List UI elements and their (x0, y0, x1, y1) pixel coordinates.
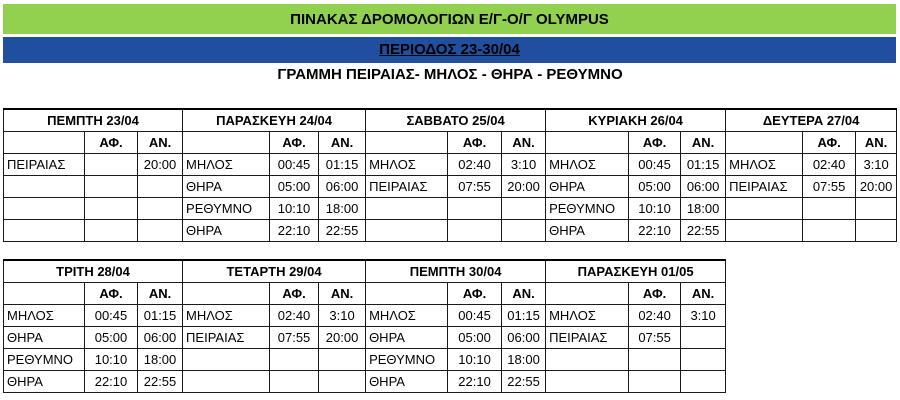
port-cell: ΜΗΛΟΣ (183, 154, 270, 176)
arrival-time-cell: 3:10 (502, 154, 546, 176)
departure-column-header: ΑΦ. (85, 283, 138, 305)
arrival-time-cell: 18:00 (502, 349, 546, 371)
day-header: ΤΡΙΤΗ 28/04 (4, 260, 183, 283)
departure-time-cell: 22:10 (85, 371, 138, 393)
port-cell (4, 198, 85, 220)
departure-column-header: ΑΦ. (803, 132, 856, 154)
table-row (4, 305, 726, 327)
departure-time-cell: 22:10 (448, 371, 502, 393)
port-column-header (726, 132, 803, 154)
arrival-time-cell: 01:15 (138, 305, 183, 327)
table-row (4, 349, 726, 371)
departure-column-header: ΑΦ. (629, 132, 681, 154)
port-cell (726, 220, 803, 242)
day-header-row (4, 260, 726, 283)
departure-time-cell (85, 198, 138, 220)
arrival-time-cell (138, 176, 183, 198)
departure-column-header: ΑΦ. (629, 283, 681, 305)
arrival-time-cell: 22:55 (319, 220, 366, 242)
departure-time-cell: 05:00 (270, 176, 319, 198)
departure-time-cell: 10:10 (270, 198, 319, 220)
port-cell (4, 176, 85, 198)
departure-time-cell: 00:45 (629, 154, 681, 176)
port-cell: ΜΗΛΟΣ (366, 154, 448, 176)
arrival-time-cell: 01:15 (319, 154, 366, 176)
port-cell (183, 349, 270, 371)
port-column-header (4, 132, 85, 154)
period-label: ΠΕΡΙΟΔΟΣ 23-30/04 (379, 41, 520, 58)
port-cell (546, 371, 629, 393)
departure-time-cell (448, 220, 502, 242)
port-column-header (546, 132, 629, 154)
port-cell (366, 220, 448, 242)
arrival-time-cell: 20:00 (138, 154, 183, 176)
arrival-time-cell: 01:15 (681, 154, 726, 176)
port-cell (183, 371, 270, 393)
port-cell: ΜΗΛΟΣ (183, 305, 270, 327)
departure-time-cell: 07:55 (270, 327, 319, 349)
arrival-time-cell: 20:00 (319, 327, 366, 349)
port-cell: ΡΕΘΥΜΝΟ (546, 198, 629, 220)
arrival-time-cell (319, 371, 366, 393)
arrival-time-cell: 18:00 (138, 349, 183, 371)
day-header: ΠΑΡΑΣΚΕΥΗ 01/05 (546, 260, 726, 283)
departure-time-cell: 00:45 (448, 305, 502, 327)
arrival-time-cell: 06:00 (138, 327, 183, 349)
port-cell: ΠΕΙΡΑΙΑΣ (4, 154, 85, 176)
arrival-time-cell: 06:00 (502, 327, 546, 349)
departure-time-cell: 05:00 (448, 327, 502, 349)
port-cell: ΜΗΛΟΣ (546, 305, 629, 327)
departure-column-header: ΑΦ. (270, 283, 319, 305)
arrival-time-cell: 20:00 (502, 176, 546, 198)
arrival-time-cell: 01:15 (502, 305, 546, 327)
arrival-time-cell (502, 220, 546, 242)
day-header: ΠΕΜΠΤΗ 30/04 (366, 260, 546, 283)
port-column-header (546, 283, 629, 305)
arrival-time-cell (138, 198, 183, 220)
port-cell: ΠΕΙΡΑΙΑΣ (183, 327, 270, 349)
route-title: ΓΡΑΜΜΗ ΠΕΙΡΑΙΑΣ- ΜΗΛΟΣ - ΘΗΡΑ - ΡΕΘΥΜΝΟ (277, 66, 623, 83)
column-header-row (4, 283, 726, 305)
arrival-time-cell (502, 198, 546, 220)
column-header-row (4, 132, 897, 154)
day-header: ΔΕΥΤΕΡΑ 27/04 (726, 109, 897, 132)
arrival-time-cell (681, 371, 726, 393)
arrival-time-cell (681, 349, 726, 371)
departure-time-cell: 07:55 (803, 176, 856, 198)
port-column-header (183, 283, 270, 305)
port-cell: ΘΗΡΑ (366, 371, 448, 393)
table-row (4, 176, 897, 198)
table-row (4, 327, 726, 349)
port-cell: ΠΕΙΡΑΙΑΣ (546, 327, 629, 349)
departure-time-cell: 22:10 (629, 220, 681, 242)
arrival-column-header: ΑΝ. (319, 283, 366, 305)
port-cell (726, 198, 803, 220)
departure-column-header: ΑΦ. (270, 132, 319, 154)
port-cell: ΜΗΛΟΣ (546, 154, 629, 176)
arrival-time-cell: 06:00 (319, 176, 366, 198)
table-row (4, 220, 897, 242)
port-cell: ΠΕΙΡΑΙΑΣ (366, 176, 448, 198)
arrival-time-cell: 3:10 (856, 154, 897, 176)
port-cell: ΘΗΡΑ (546, 176, 629, 198)
arrival-time-cell: 18:00 (319, 198, 366, 220)
day-header: ΠΕΜΠΤΗ 23/04 (4, 109, 183, 132)
port-column-header (183, 132, 270, 154)
schedule-table-week1 (3, 108, 897, 242)
departure-time-cell: 00:45 (270, 154, 319, 176)
departure-time-cell (85, 176, 138, 198)
port-column-header (366, 132, 448, 154)
arrival-time-cell (319, 349, 366, 371)
arrival-column-header: ΑΝ. (138, 283, 183, 305)
day-header-row (4, 109, 897, 132)
arrival-time-cell (856, 220, 897, 242)
table-row (4, 154, 897, 176)
departure-time-cell: 07:55 (629, 327, 681, 349)
port-cell: ΡΕΘΥΜΝΟ (366, 349, 448, 371)
arrival-time-cell: 06:00 (681, 176, 726, 198)
departure-time-cell (85, 220, 138, 242)
port-cell (366, 198, 448, 220)
port-cell: ΜΗΛΟΣ (4, 305, 85, 327)
port-cell: ΘΗΡΑ (183, 220, 270, 242)
departure-time-cell: 07:55 (448, 176, 502, 198)
schedule-title: ΠΙΝΑΚΑΣ ΔΡΟΜΟΛΟΓΙΩΝ Ε/Γ-Ο/Γ OLYMPUS (290, 11, 609, 28)
schedule-title-banner (3, 4, 896, 34)
arrival-column-header: ΑΝ. (502, 283, 546, 305)
arrival-column-header: ΑΝ. (856, 132, 897, 154)
departure-column-header: ΑΦ. (448, 283, 502, 305)
departure-time-cell (270, 371, 319, 393)
port-cell: ΘΗΡΑ (4, 327, 85, 349)
departure-time-cell: 00:45 (85, 305, 138, 327)
departure-time-cell: 02:40 (629, 305, 681, 327)
port-cell: ΜΗΛΟΣ (726, 154, 803, 176)
port-column-header (4, 283, 85, 305)
arrival-time-cell: 3:10 (319, 305, 366, 327)
departure-time-cell (270, 349, 319, 371)
port-cell: ΘΗΡΑ (183, 176, 270, 198)
departure-time-cell: 02:40 (270, 305, 319, 327)
arrival-column-header: ΑΝ. (138, 132, 183, 154)
arrival-column-header: ΑΝ. (681, 132, 726, 154)
departure-time-cell: 10:10 (629, 198, 681, 220)
departure-time-cell: 10:10 (448, 349, 502, 371)
arrival-time-cell (681, 327, 726, 349)
departure-column-header: ΑΦ. (448, 132, 502, 154)
arrival-time-cell: 20:00 (856, 176, 897, 198)
table-row (4, 371, 726, 393)
table-row (4, 198, 897, 220)
port-cell: ΘΗΡΑ (546, 220, 629, 242)
departure-time-cell (803, 198, 856, 220)
day-header: ΤΕΤΑΡΤΗ 29/04 (183, 260, 366, 283)
arrival-time-cell: 22:55 (138, 371, 183, 393)
port-cell: ΡΕΘΥΜΝΟ (183, 198, 270, 220)
port-cell: ΠΕΙΡΑΙΑΣ (726, 176, 803, 198)
port-cell: ΘΗΡΑ (4, 371, 85, 393)
port-cell (4, 220, 85, 242)
departure-time-cell: 22:10 (270, 220, 319, 242)
arrival-column-header: ΑΝ. (502, 132, 546, 154)
departure-time-cell (629, 349, 681, 371)
period-banner (3, 37, 896, 63)
port-cell: ΘΗΡΑ (366, 327, 448, 349)
port-cell: ΜΗΛΟΣ (366, 305, 448, 327)
departure-time-cell: 05:00 (85, 327, 138, 349)
day-header: ΚΥΡΙΑΚΗ 26/04 (546, 109, 726, 132)
arrival-column-header: ΑΝ. (681, 283, 726, 305)
schedule-table-week2 (3, 259, 726, 393)
arrival-column-header: ΑΝ. (319, 132, 366, 154)
departure-time-cell: 02:40 (803, 154, 856, 176)
departure-time-cell: 05:00 (629, 176, 681, 198)
departure-time-cell: 10:10 (85, 349, 138, 371)
arrival-time-cell: 22:55 (502, 371, 546, 393)
departure-time-cell (803, 220, 856, 242)
arrival-time-cell (856, 198, 897, 220)
port-cell: ΡΕΘΥΜΝΟ (4, 349, 85, 371)
arrival-time-cell: 3:10 (681, 305, 726, 327)
arrival-time-cell: 22:55 (681, 220, 726, 242)
departure-time-cell (448, 198, 502, 220)
day-header: ΣΑΒΒΑΤΟ 25/04 (366, 109, 546, 132)
port-cell (546, 349, 629, 371)
departure-time-cell (629, 371, 681, 393)
departure-time-cell (85, 154, 138, 176)
day-header: ΠΑΡΑΣΚΕΥΗ 24/04 (183, 109, 366, 132)
departure-column-header: ΑΦ. (85, 132, 138, 154)
port-column-header (366, 283, 448, 305)
departure-time-cell: 02:40 (448, 154, 502, 176)
arrival-time-cell: 18:00 (681, 198, 726, 220)
arrival-time-cell (138, 220, 183, 242)
